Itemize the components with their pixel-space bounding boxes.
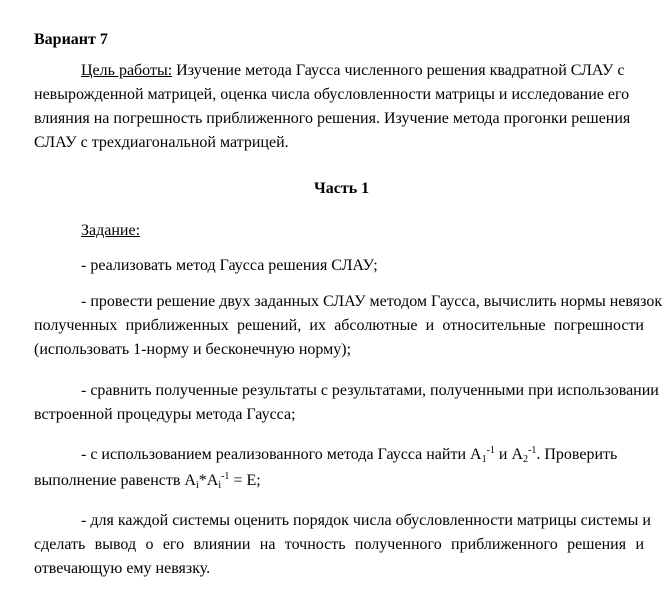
task-item-2-line-2: полученных приближенных решений, их абсолютные и относительные погрешности	[34, 317, 644, 334]
variant-title: Вариант 7	[34, 31, 108, 48]
task-item-5-line-1: - для каждой системы оценить порядок числа обусловленности матрицы системы и	[81, 512, 651, 529]
goal-line-4: СЛАУ с трехдиагональной матрицей.	[34, 134, 289, 151]
task-item-5-line-2: сделать вывод о его влиянии на точность полученного приближенного решения и	[34, 536, 644, 553]
task-item-5-line-3: отвечающую ему невязку.	[34, 560, 211, 577]
goal-line-3: влияния на погрешность приближенного решения. Изучение метода прогонки решения	[34, 110, 631, 127]
part-title: Часть 1	[314, 180, 370, 197]
task-label: Задание:	[81, 222, 141, 239]
task-item-1: - реализовать метод Гаусса решения СЛАУ;	[81, 257, 378, 274]
task-item-2-line-1: - провести решение двух заданных СЛАУ методом Гаусса, вычислить нормы невязок	[81, 293, 663, 310]
task-item-4-line-2: выполнение равенств $A_i*A_i^{-1} = E$;	[34, 471, 261, 491]
task-item-3-line-2: встроенной процедуры метода Гаусса;	[34, 406, 296, 423]
goal-label: Цель работы:	[81, 62, 173, 79]
goal-line-1: Цель работы: Изучение метода Гаусса численного решения квадратной СЛАУ с	[81, 62, 625, 79]
goal-line-2: невырожденной матрицей, оценка числа обусловленности матрицы и исследование его	[34, 86, 630, 103]
task-item-2-line-3: (использовать 1-норму и бесконечную норму);	[34, 341, 352, 358]
task-item-3-line-1: - сравнить полученные результаты с результатами, полученными при использовании	[81, 382, 659, 399]
task-item-4-line-1: - с использованием реализованного метода Гаусса найти $A_1^{-1}$ и $A_2^{-1}$. Проверить	[81, 445, 618, 465]
